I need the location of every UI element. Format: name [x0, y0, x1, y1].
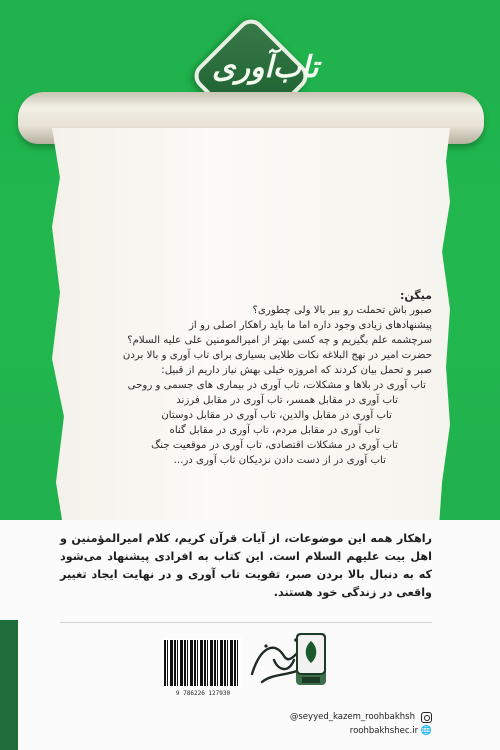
main-line: پیشنهادهای زیادی وجود داره اما ما باید راهکار اصلی رو از: [188, 320, 432, 331]
resilience-item: تاب آوری در مقابل والدین، تاب آوری در مقابل دوستان: [161, 410, 392, 421]
resilience-item: تاب آوری در از دست دادن نزدیکان تاب آوری در...: [173, 455, 386, 466]
resilience-item: تاب آوری در بلاها و مشکلات، تاب آوری در بیماری های جسمی و روحی: [127, 380, 426, 391]
main-heading: میگن:: [400, 289, 432, 302]
main-line: حضرت امیر در نهج البلاغه نکات طلایی بسیاری برای تاب آوری و بالا بردن: [122, 350, 432, 361]
instagram-icon: [421, 712, 432, 723]
main-line: صبر و تحمل بیان کردند که امروزه خیلی بهش نیاز داریم از قبیل:: [161, 365, 432, 376]
website-link[interactable]: roohbakhshec.ir: [349, 726, 419, 736]
website-row: [60, 726, 432, 736]
book-description: راهکار همه این موضوعات، از آیات قرآن کریم، کلام امیرالمؤمنین و اهل بیت علیهم السلام است. این کتاب به افرادی پیشنهاد می‌شود که به دنبال بالا بردن صبر، تقویت تاب آوری و در نهایت ایجاد تغییر واقعی در زندگی خود هستند.: [60, 532, 432, 599]
main-line: صبور باش تحملت رو ببر بالا ولی چطوری؟: [252, 305, 432, 316]
social-row: [60, 709, 432, 725]
main-text-block: [78, 288, 432, 468]
isbn-barcode: [162, 638, 242, 688]
resilience-item: تاب آوری در مقابل همسر، تاب آوری در مقابل فرزند: [176, 395, 398, 406]
publisher-emblem-icon: [296, 633, 326, 685]
isbn-number: 9 786226 127930: [175, 690, 231, 697]
series-logo-text: تاب‌آوری: [212, 50, 319, 85]
publisher-spine-strip: [0, 620, 18, 750]
resilience-item: تاب آوری در مشکلات اقتصادی، تاب آوری در موقعیت جنگ: [151, 440, 398, 451]
resilience-item: تاب آوری در مقابل مردم، تاب آوری در مقابل گناه: [169, 425, 380, 436]
social-handle[interactable]: @seyyed_kazem_roohbakhsh: [289, 712, 415, 722]
divider: [60, 622, 432, 623]
main-line: سرچشمه علم بگیریم و چه کسی بهتر از امیرالمومنین علی علیه السلام؟: [127, 335, 432, 346]
globe-icon: 🌐: [420, 726, 432, 736]
